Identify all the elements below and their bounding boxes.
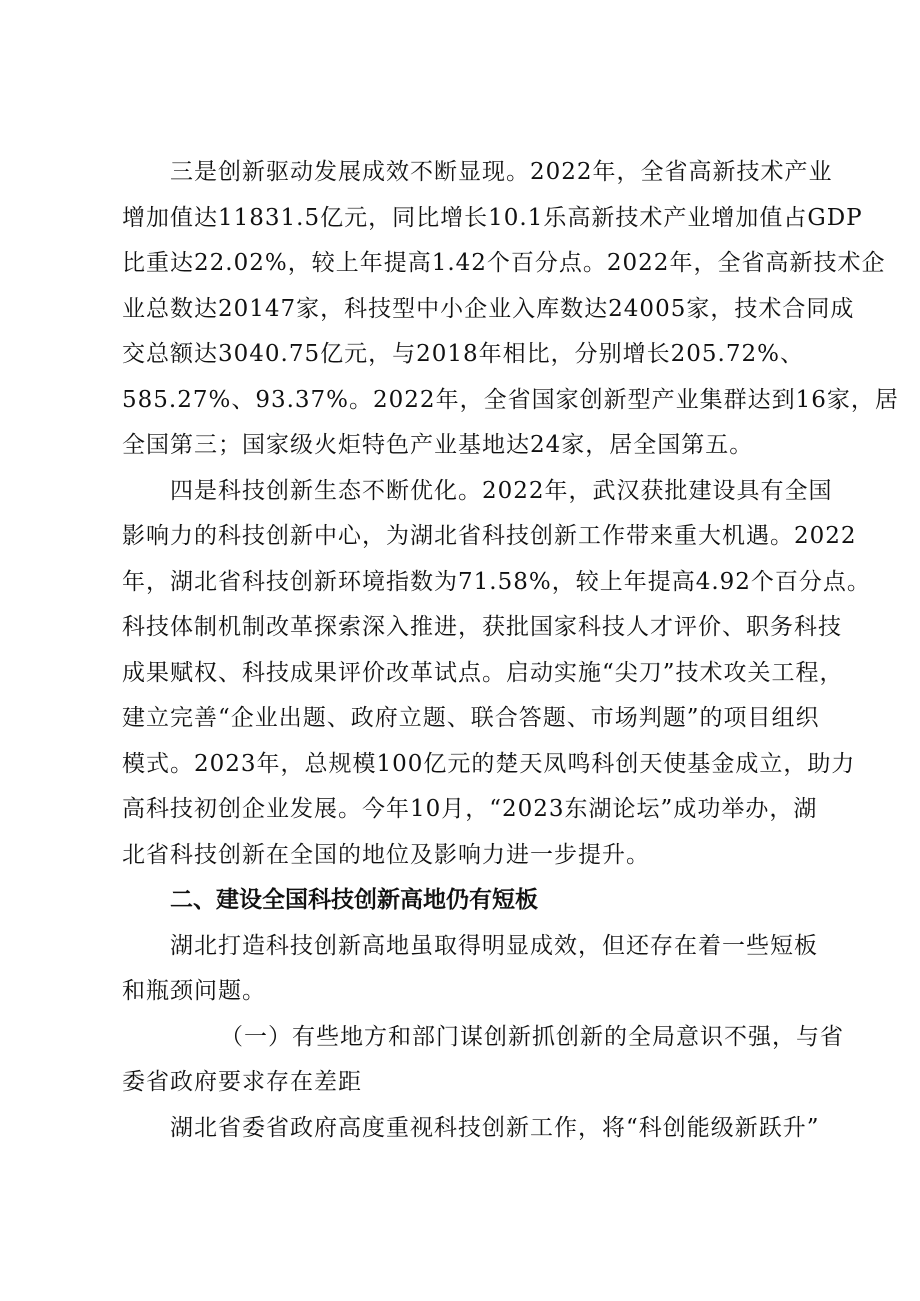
paragraph-provincial-emphasis (122, 1106, 820, 1152)
text-line: 和瓶颈问题。 (122, 978, 266, 1004)
text-line: 交总额达3040.75亿元，与2018年相比，分别增长205.72%、 (122, 341, 804, 367)
paragraph-innovation-results (122, 150, 899, 469)
text-line: 模式。2023年，总规模100亿元的楚天凤鸣科创天使基金成立，助力 (122, 750, 856, 777)
text-line: 湖北省委省政府高度重视科技创新工作，将“科创能级新跃升” (170, 1114, 820, 1141)
text-line: 科技体制机制改革探索深入推进，获批国家科技人才评价、职务科技 (122, 614, 842, 640)
text-line: （一）有些地方和部门谋创新抓创新的全局意识不强，与省 (220, 1023, 844, 1050)
paragraph-innovation-ecosystem (122, 469, 871, 879)
document-page (122, 150, 899, 1151)
paragraph-shortcomings-intro (122, 924, 818, 1015)
text-line: 建立完善“企业出题、政府立题、联合答题、市场判题”的项目组织 (122, 705, 820, 731)
text-line: 高科技初创企业发展。今年10月，“2023东湖论坛”成功举办，湖 (122, 796, 818, 822)
subsection-heading (122, 1015, 844, 1106)
text-line: 委省政府要求存在差距 (122, 1069, 362, 1095)
text-line: 三是创新驱动发展成效不断显现。2022年，全省高新技术产业 (170, 159, 833, 185)
text-line: 比重达22.02%，较上年提高1.42个百分点。2022年，全省高新技术企 (122, 250, 886, 276)
text-line: 成果赋权、科技成果评价改革试点。启动实施“尖刀”技术攻关工程， (122, 659, 844, 686)
text-line: 增加值达11831.5亿元，同比增长10.1乐高新技术产业增加值占GDP (122, 204, 863, 231)
text-line: 585.27%、93.37%。2022年，全省国家创新型产业集群达到16家，居 (122, 386, 899, 413)
text-line: 北省科技创新在全国的地位及影响力进一步提升。 (122, 841, 650, 868)
text-line: 湖北打造科技创新高地虽取得明显成效，但还存在着一些短板 (170, 932, 818, 959)
section-heading: 二、建设全国科技创新高地仍有短板 (170, 887, 538, 913)
text-line: 四是科技创新生态不断优化。2022年，武汉获批建设具有全国 (170, 477, 833, 504)
text-line: 影响力的科技创新中心，为湖北省科技创新工作带来重大机遇。2022 (122, 523, 857, 549)
text-line: 业总数达20147家，科技型中小企业入库数达24005家，技术合同成 (122, 295, 855, 322)
text-line: 年，湖北省科技创新环境指数为71.58%，较上年提高4.92个百分点。 (122, 568, 871, 595)
text-line: 全国第三；国家级火炬特色产业基地达24家，居全国第五。 (122, 432, 754, 458)
